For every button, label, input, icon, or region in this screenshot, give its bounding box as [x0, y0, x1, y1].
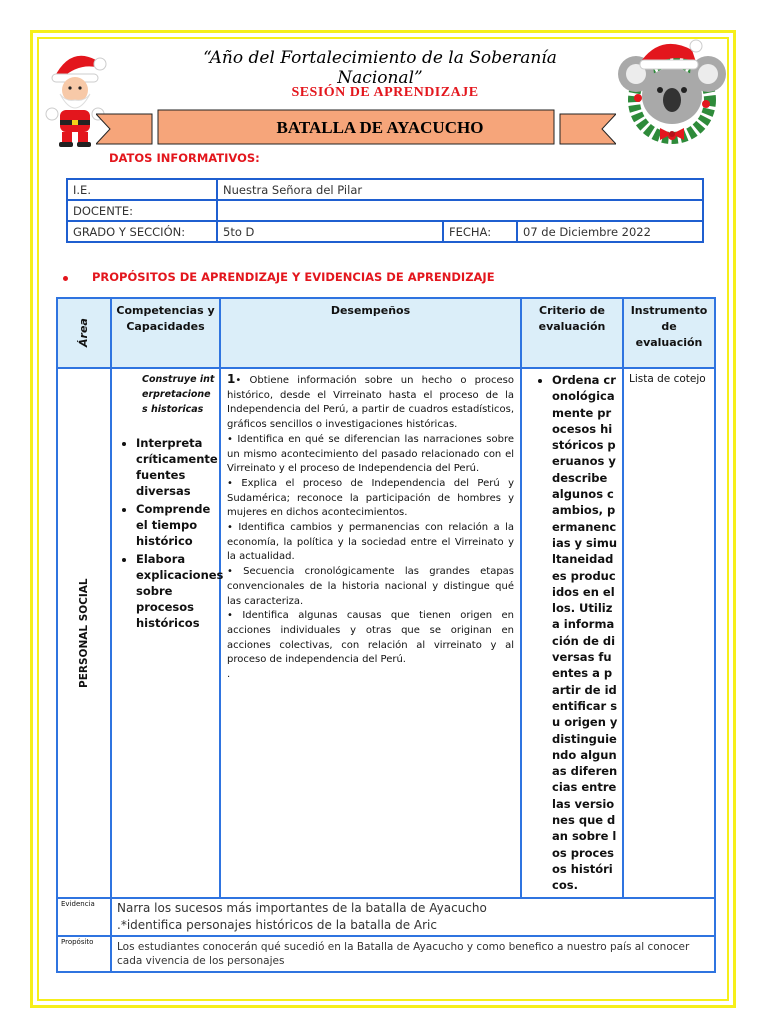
col-criterio: Criterio de evaluación [521, 298, 623, 368]
koala-illustration [612, 38, 732, 148]
datos-heading: DATOS INFORMATIVOS: [109, 151, 260, 165]
desempeno-item: Identifica algunas causas que tienen origen en acciones individuales y otras que se originan en acciones colectivas, con relación al virreinato y al proceso de independencia del Perú. [227, 610, 515, 666]
ie-label: I.E. [67, 179, 217, 200]
area-label: PERSONAL SOCIAL [78, 577, 90, 688]
proposito-label: Propósito [57, 936, 111, 972]
desempeno-item: Identifica en qué se diferencian las narraciones sobre un mismo acontecimiento del pasado relacionado con el Virreinato y el proceso de Independencia del Perú. [227, 433, 514, 475]
instrumento-cell: Lista de cotejo [623, 368, 715, 898]
col-area-label: Área [77, 318, 90, 348]
criterio-cell [521, 368, 623, 898]
fecha-label: FECHA: [443, 221, 517, 242]
session-title: SESIÓN DE APRENDIZAJE [291, 85, 479, 100]
fecha-value: 07 de Diciembre 2022 [517, 221, 703, 242]
competencias-cell [111, 368, 224, 898]
desempeno-end: . [227, 669, 231, 681]
info-table [66, 178, 704, 243]
criterio-text: • Ordena cronológicamente procesos históricos peruanos y describe algunos cambios, permanencias y simultaneidades producidos en ellos. Utiliza información de diversas fuentes a partir de identificar su origen y distinguiendo algunas diferencias entre las versiones que dan sobre los procesos históricos. [552, 372, 618, 894]
docente-value [217, 200, 703, 221]
propositos-table [56, 297, 716, 973]
evidencia-line: Narra los sucesos más importantes de la batalla de Ayacucho [117, 900, 487, 915]
competencia-name: Construye interpretaciones historicas [142, 374, 215, 415]
capacidad-item: • Interpreta críticamente fuentes diversas [136, 435, 215, 499]
evidencia-label: Evidencia [57, 898, 111, 936]
area-cell [57, 368, 111, 898]
docente-label: DOCENTE: [67, 200, 217, 221]
col-area [57, 298, 111, 368]
ie-value: Nuestra Señora del Pilar [217, 179, 703, 200]
desempeno-item: Secuencia cronológicamente las grandes etapas convencionales de la historia nacional y distingue qué las caracteriza. [227, 566, 515, 607]
grado-value: 5to D [217, 221, 443, 242]
col-desempenos: Desempeños [220, 298, 521, 368]
col-instrumento: Instrumento de evaluación [623, 298, 715, 368]
page-title: BATALLA DE AYACUCHO [276, 118, 484, 137]
desempeno-number: 1 [227, 372, 236, 386]
desempeno-item: Explica el proceso de Independencia del Perú y Sudamérica; reconoce la participación de hombres y mujeres en dichos acontecimientos. [227, 477, 515, 519]
evidencia-line: .*identifica personajes históricos de la batalla de Aric [117, 917, 437, 932]
desempeno-item: Identifica cambios y permanencias con relación a la economía, la política y la sociedad entre el Virreinato y la actualidad. [227, 522, 514, 563]
propositos-heading: PROPÓSITOS DE APRENDIZAJE Y EVIDENCIAS DE APRENDIZAJE [92, 270, 495, 284]
year-motto: “Año del Fortalecimiento de la Soberanía Nacional” [203, 48, 557, 88]
capacidades-list [116, 435, 224, 631]
bullet-icon [63, 276, 68, 281]
evidencia-cell [111, 898, 715, 936]
desempenos-cell: 1• Obtiene información sobre un hecho o proceso histórico, desde el Virreinato hasta el proceso de la Independencia del Perú, a partir de cuadros estadísticos, gráficos sencillos o investigaciones históricas. • Identifica en qué se diferencian las narraciones sobre un mismo acontecimiento del pasado relacionado con el Virreinato y el proceso de Independencia del Perú. • Explica el proceso de Independencia del Perú y Sudamérica; reconoce la participación de hombres y mujeres en dichos acontecimientos. • Identifica cambios y permanencias con relación a la economía, la política y la sociedad entre el Virreinato y la actualidad. • Secuencia cronológicamente las grandes etapas convencionales de la historia nacional y distingue qué las caracteriza. • Identifica algunas causas que tienen origen en acciones individuales y otras que se originan en acciones colectivas, con relación al virreinato y al proceso de independencia del Perú. . [220, 368, 521, 898]
capacidad-item: • Elabora explicaciones sobre procesos históricos [136, 551, 215, 631]
grado-label: GRADO Y SECCIÓN: [67, 221, 217, 242]
capacidad-item: • Comprende el tiempo histórico [136, 501, 215, 549]
proposito-text: Los estudiantes conocerán qué sucedió en la Batalla de Ayacucho y como benefico a nuestro país al conocer cada vivencia de los personajes [111, 936, 715, 972]
desempeno-item: Obtiene información sobre un hecho o proceso histórico, desde el Virreinato hasta el proceso de la Independencia del Perú, a partir de cuadros estadísticos, gráficos sencillos o investigaciones históricas. [227, 375, 515, 431]
col-competencias: Competencias y Capacidades [111, 298, 220, 368]
